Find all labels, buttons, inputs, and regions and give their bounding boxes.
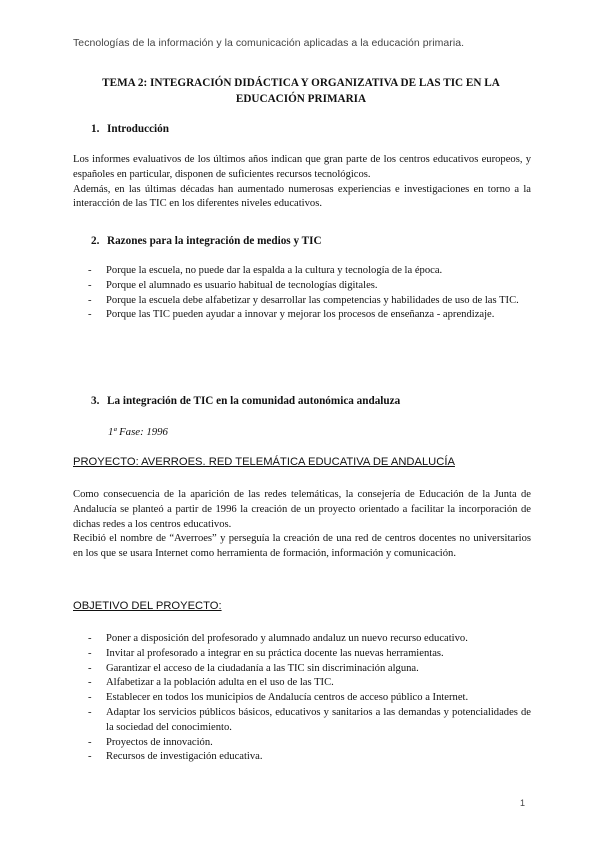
list-item: - Proyectos de innovación. [88,736,531,751]
dash-bullet: - [88,751,92,763]
section-heading-integracion-andalucia [91,393,400,409]
paragraph: Como consecuencia de la aparición de las redes telemáticas, la consejería de Educación de la Junta de Andalucía se planteó a partir de 1996 la creación de un proyecto orientado a facilitar la incorporación de dichas redes a los centros educativos. [73,489,531,530]
section-number: 2. [91,235,100,247]
section-number: 1. [91,123,100,135]
dash-bullet: - [88,677,92,689]
list-item: - Porque la escuela debe alfabetizar y desarrollar las competencias y habilidades de uso de las TIC. [88,294,531,309]
list-item: - Porque el alumnado es usuario habitual de tecnologías digitales. [88,279,531,294]
section-heading-introduccion [91,121,169,137]
dash-bullet: - [88,633,92,644]
list-item: - Poner a disposición del profesorado y alumnado andaluz un nuevo recurso educativo. [88,632,531,647]
running-header: Tecnologías de la información y la comunicación aplicadas a la educación primaria. [73,37,465,49]
phase-label: 1ª Fase: 1996 [108,426,168,438]
project-heading: PROYECTO: AVERROES. RED TELEMÁTICA EDUCATIVA DE ANDALUCÍA [73,456,455,468]
paragraph: Además, en las últimas décadas han aumentado numerosas experiencias e investigaciones en torno a la interacción de las TIC en los diferentes niveles educativos. [73,183,531,210]
document-title-line-2: EDUCACIÓN PRIMARIA [235,93,367,105]
objective-heading: OBJETIVO DEL PROYECTO: [73,600,222,612]
project-body [73,488,531,562]
section-heading-razones [91,233,322,249]
dash-bullet: - [88,279,92,291]
list-item: - Invitar al profesorado a integrar en su práctica docente las nuevas herramientas. [88,647,531,662]
section-title: La integración de TIC en la comunidad autonómica andaluza [107,395,401,407]
document-title-line-1: TEMA 2: INTEGRACIÓN DIDÁCTICA Y ORGANIZATIVA DE LAS TIC EN LA [102,77,500,89]
list-item: - Porque las TIC pueden ayudar a innovar y mejorar los procesos de enseñanza - aprendizaje. [88,308,531,323]
list-item: - Recursos de investigación educativa. [88,750,531,765]
list-item: - Establecer en todos los municipios de Andalucía centros de acceso público a Internet. [88,691,531,706]
razones-list [88,264,531,323]
objectives-list [88,632,531,765]
document-title [73,75,529,107]
introduccion-body [73,153,531,212]
list-item: - Garantizar el acceso de la ciudadanía a las TIC sin discriminación alguna. [88,662,531,677]
paragraph: Recibió el nombre de “Averroes” y perseguía la creación de una red de centros docentes no universitarios en los que se usara Internet como herramienta de formación, información y comunicación. [73,533,531,560]
list-item: - Alfabetizar a la población adulta en el uso de las TIC. [88,676,531,691]
dash-bullet: - [88,309,92,321]
section-number: 3. [91,395,100,407]
dash-bullet: - [88,662,92,674]
list-item: - Adaptar los servicios públicos básicos, educativos y sanitarios a las demandas y potencialidades de la sociedad del conocimiento. [88,706,531,733]
dash-bullet: - [88,265,92,276]
dash-bullet: - [88,736,92,748]
list-item: - Porque la escuela, no puede dar la espalda a la cultura y tecnología de la época. [88,264,531,279]
section-title: Introducción [107,123,169,135]
dash-bullet: - [88,692,92,704]
dash-bullet: - [88,647,92,659]
dash-bullet: - [88,706,92,718]
paragraph: Los informes evaluativos de los últimos años indican que gran parte de los centros educativos europeos, y españoles en particular, disponen de suficientes recursos tecnológicos. [73,154,531,180]
section-title: Razones para la integración de medios y TIC [107,235,322,247]
dash-bullet: - [88,294,92,306]
page-number: 1 [520,798,526,808]
